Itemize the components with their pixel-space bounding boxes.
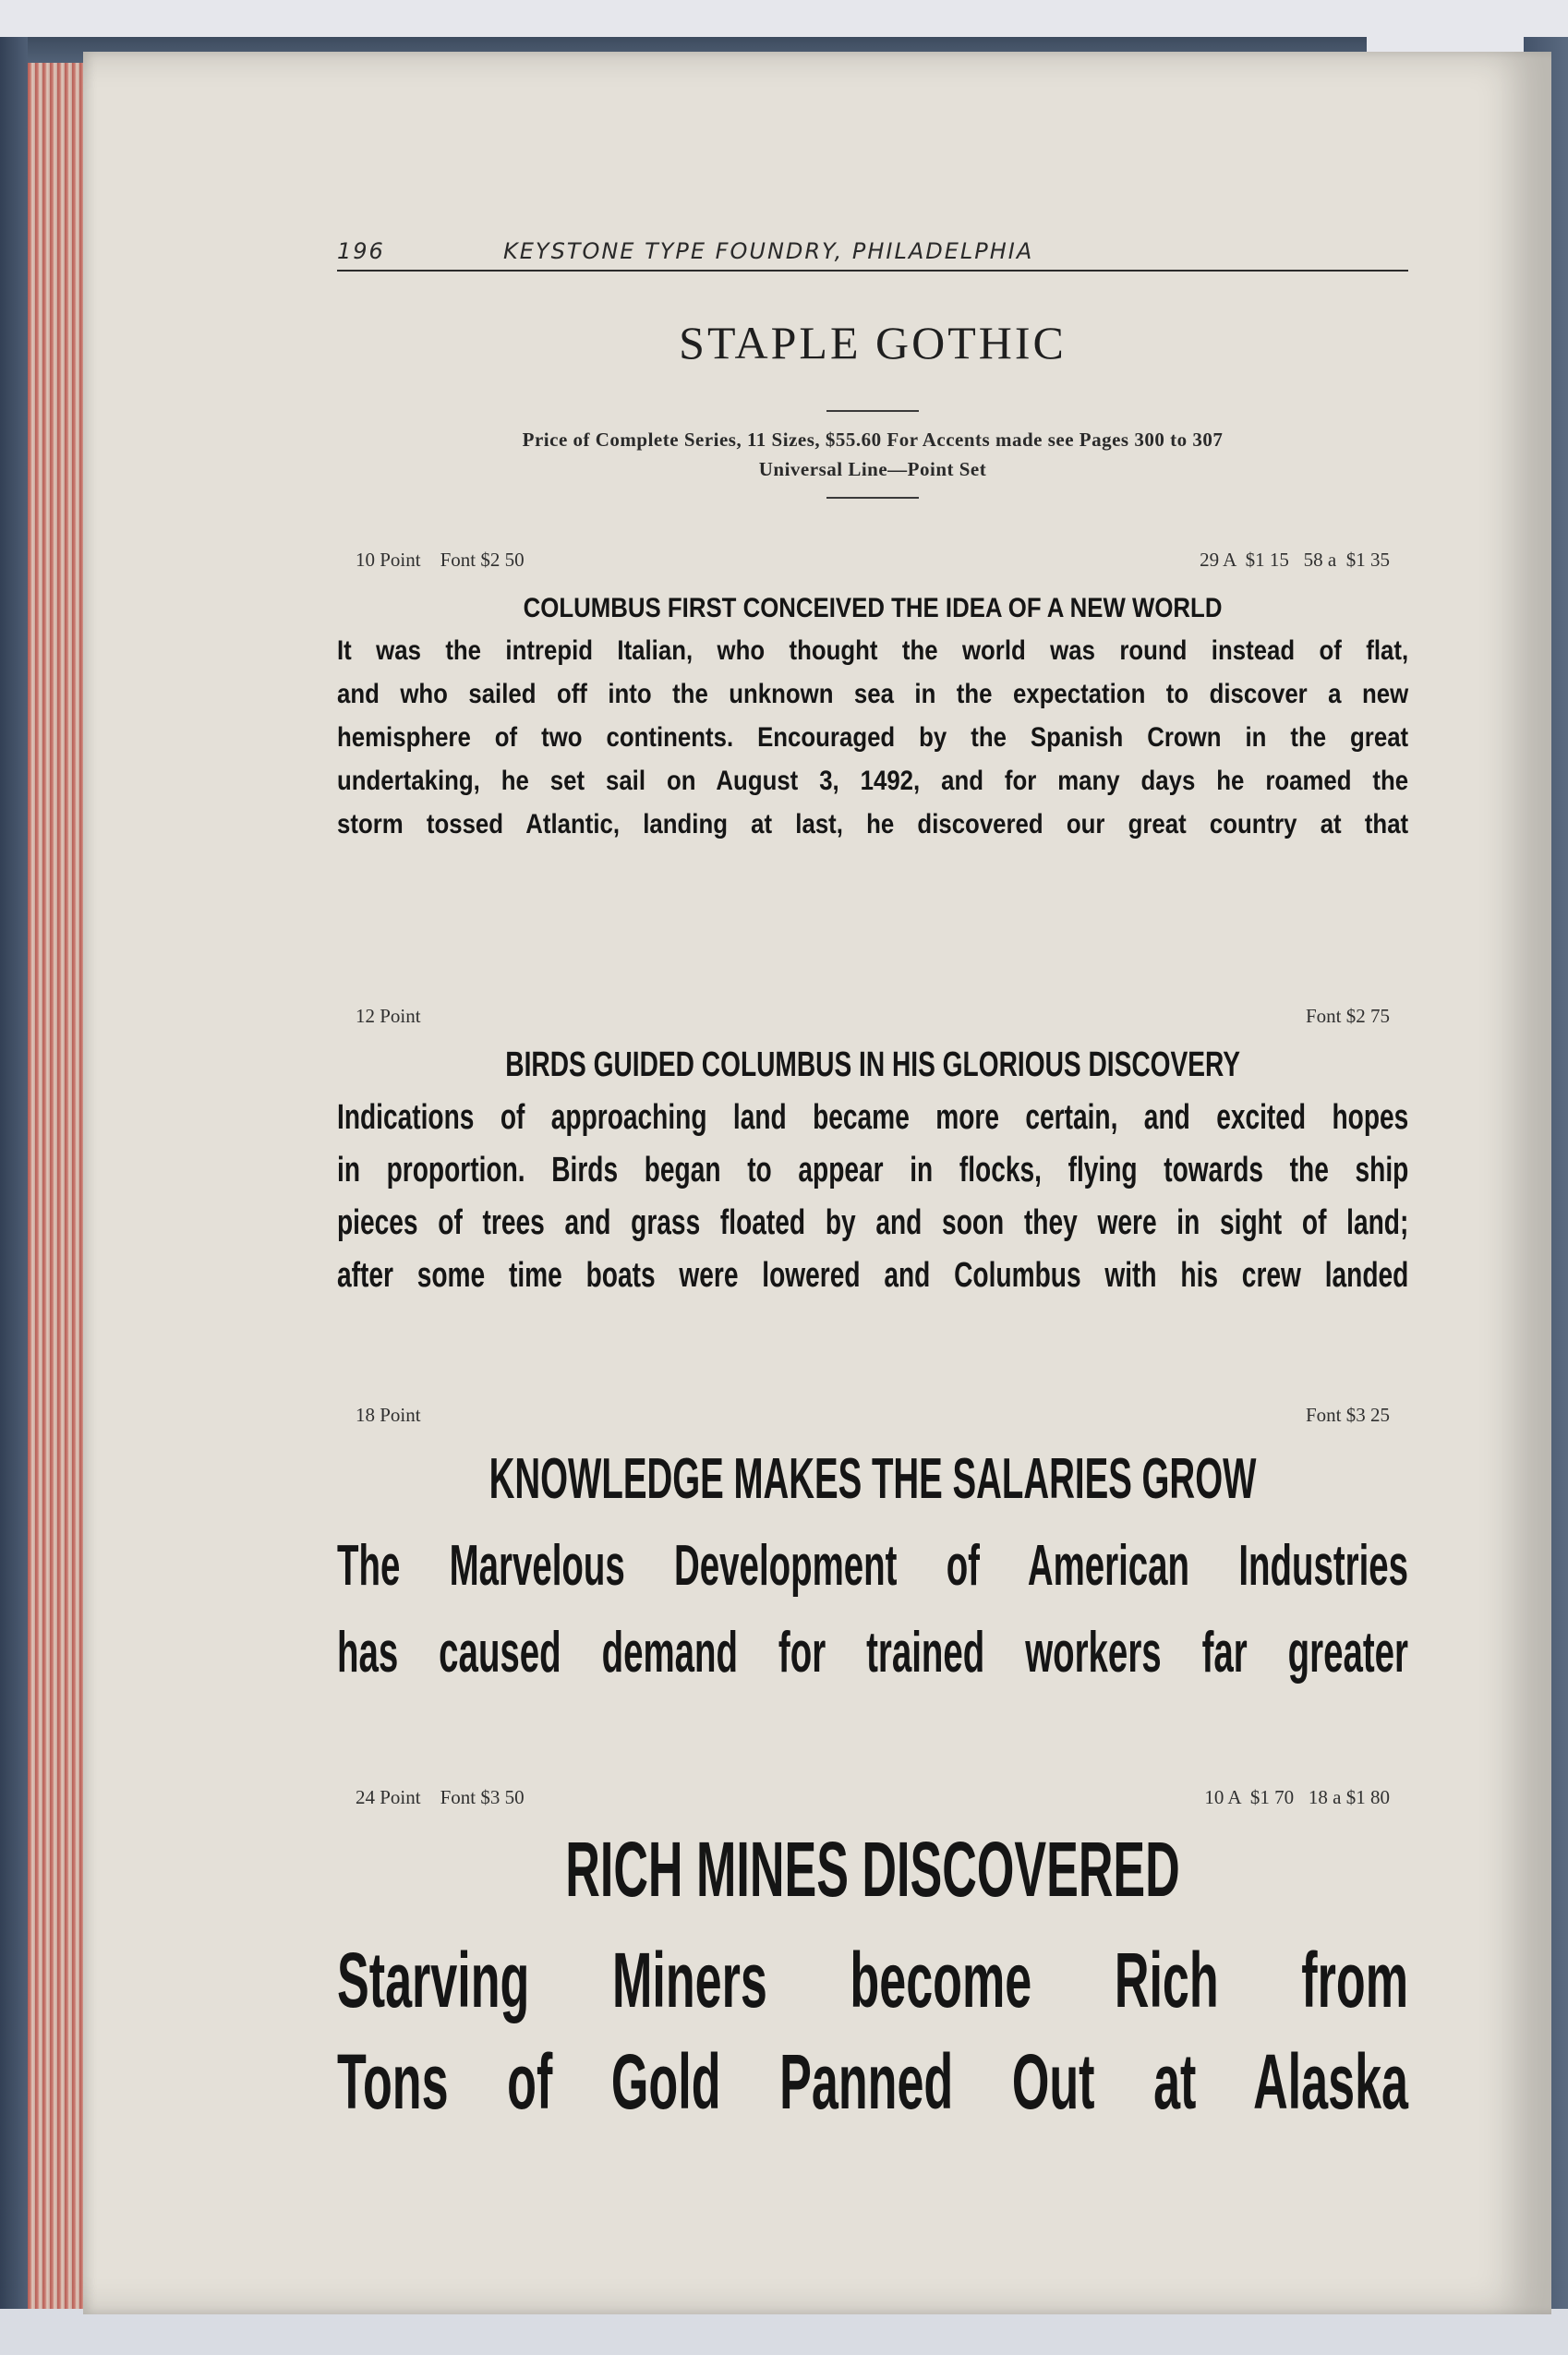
page-title: STAPLE GOTHIC (679, 317, 1067, 368)
specimen-18pt-line: has caused demand for trained workers far greater (337, 1621, 1409, 1685)
specimen-12pt-line: Indications of approaching land became more certain, and excited hopes (337, 1098, 1409, 1137)
specimen-12pt-line: pieces of trees and grass floated by and soon they were in sight of land; (337, 1203, 1409, 1242)
page-number: 196 (337, 238, 385, 264)
specimen-10pt-line: storm tossed Atlantic, landing at last, he discovered our great country at that (337, 809, 1409, 839)
specimen-12pt-line: after some time boats were lowered and Columbus with his crew landed (337, 1256, 1409, 1295)
spec-left: 10 Point Font $2 50 (356, 549, 525, 571)
specimen-12pt-heading: BIRDS GUIDED COLUMBUS IN HIS GLORIOUS DISCOVERY (505, 1045, 1241, 1084)
specimen-24pt-line: Starving Miners become Rich from (337, 1937, 1409, 2023)
specimen-24pt-line: Tons of Gold Panned Out at Alaska (337, 2038, 1409, 2125)
price-line: Price of Complete Series, 11 Sizes, $55.60 For Accents made see Pages 300 to 307 (522, 429, 1224, 451)
specimen-10pt-spec (337, 549, 1408, 574)
specimen-18pt-spec (337, 1404, 1408, 1430)
book-cover-left (0, 37, 28, 2327)
specimen-12pt-spec (337, 1005, 1408, 1031)
specimen-12pt-line: in proportion. Birds began to appear in flocks, flying towards the ship (337, 1151, 1409, 1190)
specimen-24pt-heading: RICH MINES DISCOVERED (565, 1826, 1180, 1913)
spec-right: 29 A $1 15 58 a $1 35 (1200, 549, 1390, 571)
specimen-18pt-line: The Marvelous Development of American Industries (337, 1534, 1409, 1598)
scan-background (0, 2309, 1568, 2355)
specimen-10pt-line: hemisphere of two continents. Encouraged by the Spanish Crown in the great (337, 722, 1409, 753)
universal-line: Universal Line—Point Set (758, 458, 987, 480)
spec-left: 12 Point (356, 1005, 421, 1027)
spec-left: 24 Point Font $3 50 (356, 1786, 525, 1808)
short-rule-top (826, 410, 919, 412)
spec-left: 18 Point (356, 1404, 421, 1426)
spec-right: Font $3 25 (1305, 1404, 1390, 1426)
specimen-10pt-line: undertaking, he set sail on August 3, 1492, and for many days he roamed the (337, 766, 1409, 796)
running-head (337, 235, 1408, 272)
specimen-10pt-heading: COLUMBUS FIRST CONCEIVED THE IDEA OF A NEW WORLD (523, 593, 1223, 623)
book-page (83, 52, 1551, 2314)
running-title: KEYSTONE TYPE FOUNDRY, PHILADELPHIA (503, 238, 1034, 264)
specimen-10pt-line: and who sailed off into the unknown sea in the expectation to discover a new (337, 679, 1409, 709)
specimen-18pt-heading: KNOWLEDGE MAKES THE SALARIES GROW (488, 1447, 1257, 1511)
spec-right: 10 A $1 70 18 a $1 80 (1204, 1786, 1390, 1808)
short-rule-bottom (826, 497, 919, 499)
specimen-10pt-line: It was the intrepid Italian, who thought the world was round instead of flat, (337, 635, 1409, 666)
spec-right: Font $2 75 (1305, 1005, 1390, 1027)
specimen-24pt-spec (337, 1786, 1408, 1812)
